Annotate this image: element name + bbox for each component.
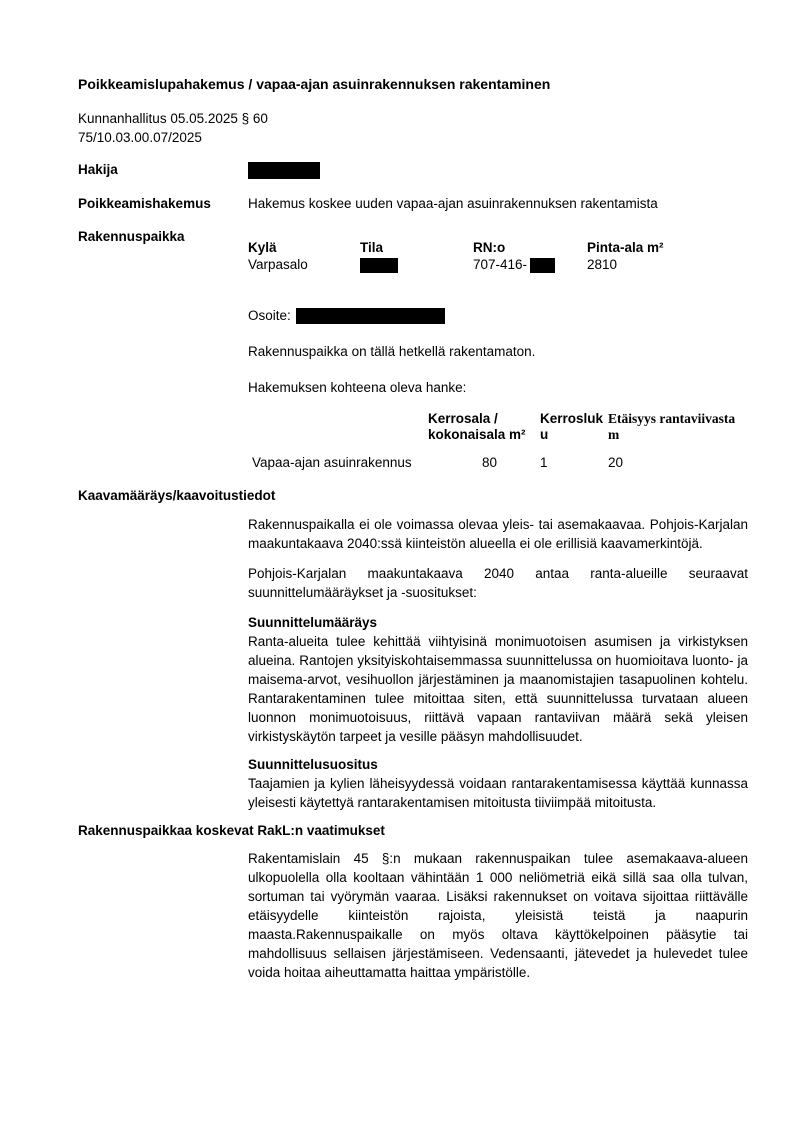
planning-recommendation-block	[248, 755, 748, 812]
site-table-header-area: Pinta-ala m²	[587, 240, 664, 255]
planning-regulation-body: Ranta-alueita tulee kehittää viihtyisinä monimuotoisen asumisen ja virkistyksen alueina. Rantojen yksityiskohtaisemmassa suunnittelussa on huomioitava luonto- ja maisema-arvot, vesihuollon järjestäminen ja maanomistajien tasapuolinen kohtelu. Rantarakentaminen tulee mitoittaa siten, että suunnittelussa turvataan alueen luonnon monimuotoisuus, riittävä vapaan rantaviivan määrä sekä yleisen virkistyskäytön tarpeet ja vesille pääsyn mahdollisuudet.	[248, 633, 748, 744]
project-table-header-floors: Kerrosluku	[540, 410, 604, 442]
requirements-section-heading: Rakennuspaikkaa koskevat RakL:n vaatimukset	[78, 822, 385, 838]
address-line	[248, 306, 748, 325]
site-status-text: Rakennuspaikka on tällä hetkellä rakentamaton.	[248, 343, 536, 359]
applicant-value	[248, 160, 748, 179]
applicant-row	[78, 160, 748, 179]
site-table-cell-register-number	[473, 257, 587, 273]
planning-recommendation-heading: Suunnittelusuositus	[248, 756, 378, 772]
zoning-paragraph-2: Pohjois-Karjalan maakuntakaava 2040 antaa ranta-alueille seuraavat suunnittelumääräykset ja -suositukset:	[248, 565, 748, 600]
page-title: Poikkeamislupahakemus / vapaa-ajan asuinrakennuksen rakentaminen	[78, 76, 551, 92]
address-label: Osoite:	[248, 307, 291, 323]
applicant-label: Hakija	[78, 162, 118, 177]
redaction-bar-address	[296, 308, 445, 324]
redaction-bar-register-suffix	[530, 258, 555, 273]
project-table-header-floor-area: Kerrosala / kokonaisala m²	[428, 410, 526, 442]
building-site-details	[248, 227, 748, 273]
zoning-paragraph-1: Rakennuspaikalla ei ole voimassa olevaa yleis- tai asemakaavaa. Pohjois-Karjalan maakuntakaava 2040:ssä kiinteistön alueella ei ole erillisiä kaavamerkintöjä.	[248, 516, 748, 551]
project-table-cell-floors: 1	[540, 454, 548, 470]
project-table-cell-name: Vapaa-ajan asuinrakennus	[252, 454, 412, 470]
project-table-header-empty	[248, 411, 428, 443]
document-meta	[78, 109, 748, 147]
application-description: Hakemus koskee uuden vapaa-ajan asuinrakennuksen rakentamista	[248, 196, 658, 211]
site-table-cell-village: Varpasalo	[248, 257, 308, 272]
project-table-cell-shore-distance: 20	[608, 454, 624, 470]
requirements-body: Rakentamislain 45 §:n mukaan rakennuspaikan tulee asemakaava-alueen ulkopuolella olla kooltaan vähintään 1 000 neliömetriä eikä sillä saa olla tulvan, sortuman tai vyörymän vaaraa. Lisäksi rakennukset on voitava sijoittaa riittävälle etäisyydelle kiinteistön rajoista, yleisistä teistä ja naapurin maasta.Rakennuspaikalle on myös oltava käyttökelpoinen pääsytie tai mahdollisuus sellaisen järjestämiseen. Vedensaanti, jätevedet ja hulevedet tulee voida hoitaa aiheuttamatta haittaa ympäristölle.	[248, 850, 748, 980]
site-table-header-register-number: RN:o	[473, 240, 506, 255]
redaction-bar-applicant-name	[248, 162, 320, 179]
diary-number: 75/10.03.00.07/2025	[78, 130, 202, 145]
building-site-label: Rakennuspaikka	[78, 229, 185, 244]
planning-recommendation-body: Taajamien ja kylien läheisyydessä voidaan rantarakentamisessa käyttää kunnassa yleisesti käytettyä rantarakentamisen mitoitusta tiiviimpää mitoitusta.	[248, 775, 748, 810]
application-label: Poikkeamishakemus	[78, 196, 211, 211]
redaction-bar-estate	[360, 258, 398, 273]
site-table-cell-estate	[360, 257, 473, 273]
site-table-header-estate: Tila	[360, 240, 384, 255]
project-table-header-shore-distance: Etäisyys rantaviivasta m	[608, 410, 736, 442]
site-table-header-village: Kylä	[248, 240, 277, 255]
site-table	[248, 240, 748, 273]
building-site-row	[78, 227, 748, 273]
project-intro-text: Hakemuksen kohteena oleva hanke:	[248, 379, 467, 395]
planning-regulation-heading: Suunnittelumääräys	[248, 614, 378, 630]
site-table-cell-area: 2810	[587, 257, 618, 272]
committee-decision-line: Kunnanhallitus 05.05.2025 § 60	[78, 111, 268, 126]
project-table	[248, 411, 748, 472]
planning-regulation-block	[248, 613, 748, 746]
project-table-cell-floor-area: 80	[482, 454, 498, 470]
application-row	[78, 194, 748, 213]
zoning-section-heading: Kaavamääräys/kaavoitustiedot	[78, 487, 276, 503]
register-number-prefix: 707-416-	[473, 257, 528, 272]
